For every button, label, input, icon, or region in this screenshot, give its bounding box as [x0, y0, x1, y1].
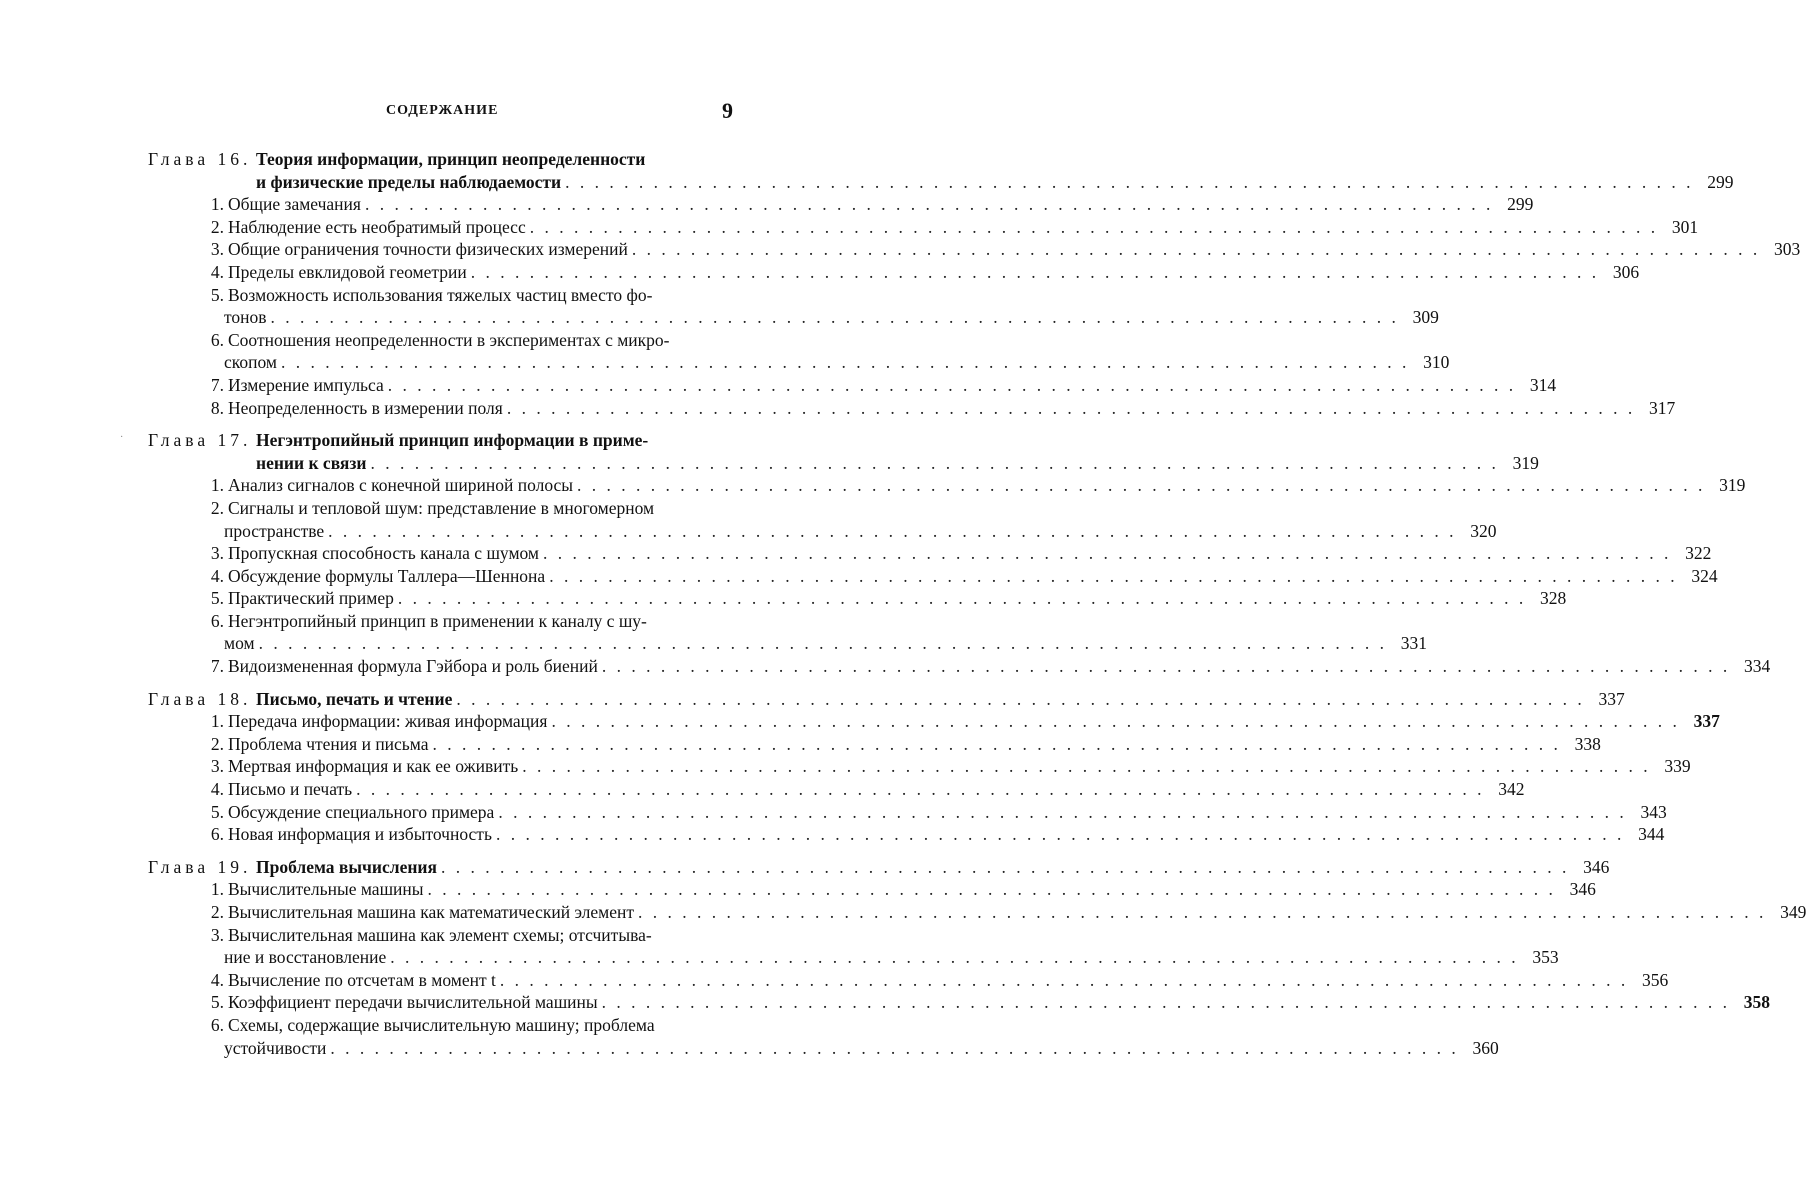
section-page: 306 — [1612, 261, 1640, 282]
section-number: 3. — [210, 543, 224, 564]
section-title: Коэффициент передачи вычислительной машины — [228, 992, 598, 1013]
leader-dots — [602, 991, 1730, 1014]
chapter-block — [148, 148, 1801, 419]
section-page: 331 — [1400, 633, 1427, 654]
section-number: 6. — [210, 610, 224, 631]
section-number: 1. — [210, 194, 224, 215]
leader-dots — [577, 474, 1705, 497]
section-page: 317 — [1648, 397, 1676, 418]
section-title: Соотношения неопределенности в экспериментах с микро- — [228, 329, 670, 350]
chapter-heading-line — [148, 148, 740, 171]
toc-entry-text — [200, 397, 503, 420]
leader-dots — [471, 261, 1599, 284]
toc-entry-line — [148, 216, 1699, 239]
section-number: 2. — [210, 902, 224, 922]
section-page: 334 — [1744, 656, 1771, 677]
section-title: Общие замечания — [228, 194, 361, 215]
section-title: Практический пример — [228, 588, 394, 609]
leader-dots — [551, 710, 1679, 733]
section-number: 6. — [210, 329, 224, 350]
section-title: Возможность использования тяжелых частиц вместо фо- — [228, 284, 653, 305]
section-page: 338 — [1574, 733, 1601, 754]
chapter-heading-line — [148, 688, 1625, 711]
section-number: 4. — [210, 261, 224, 282]
section-title: Обсуждение специального примера — [228, 801, 495, 822]
chapter-heading-text — [148, 688, 452, 711]
leader-dots — [543, 542, 1671, 565]
chapter-title: и физические пределы наблюдаемости — [256, 171, 562, 192]
section-page: 309 — [1412, 307, 1439, 328]
toc-entry-line — [148, 520, 1497, 543]
toc-entry-line — [148, 1014, 740, 1037]
toc-entry-line — [148, 1037, 1499, 1060]
section-title: ние и восстановление — [224, 947, 387, 968]
toc-entry-text — [200, 542, 539, 565]
section-page: 339 — [1664, 756, 1691, 777]
section-title: Измерение импульса — [228, 374, 384, 395]
chapter-page: 319 — [1512, 452, 1539, 473]
section-title: Пределы евклидовой геометрии — [228, 261, 467, 282]
leader-dots — [456, 688, 1584, 711]
chapter-title: Теория информации, принцип неопределенности — [256, 149, 646, 169]
section-page: 303 — [1774, 239, 1801, 260]
toc-entry-line — [148, 778, 1525, 801]
section-number: 1. — [210, 711, 224, 732]
toc-entry-text — [224, 520, 324, 543]
toc-entry-line — [148, 878, 1596, 901]
leader-dots — [356, 778, 1484, 801]
section-title: Неопределенность в измерении поля — [228, 397, 503, 418]
section-number: 5. — [210, 284, 224, 305]
chapter-block — [148, 688, 1720, 846]
toc-entry-line — [148, 755, 1691, 778]
section-page: 346 — [1569, 879, 1596, 900]
toc-entry-line — [148, 632, 1427, 655]
leader-dots — [398, 587, 1526, 610]
section-page: 349 — [1780, 902, 1806, 922]
toc-entry-line — [148, 193, 1534, 216]
section-number: 4. — [210, 565, 224, 586]
section-title: Негэнтропийный принцип в применении к каналу с шу- — [228, 610, 647, 631]
leader-dots — [602, 655, 1730, 678]
section-number: 8. — [210, 397, 224, 418]
toc-entry-line — [148, 655, 1771, 678]
section-page: 310 — [1423, 352, 1450, 373]
toc-entry-text — [224, 632, 255, 655]
toc-entry-text — [200, 497, 654, 520]
leader-dots — [549, 565, 1677, 588]
scan-mark: · — [120, 432, 124, 443]
toc-entry-line — [148, 924, 740, 947]
section-page: 358 — [1743, 992, 1771, 1013]
toc-entry-line — [148, 542, 1712, 565]
section-number: 6. — [210, 1014, 224, 1035]
toc-entry-text — [200, 474, 573, 497]
toc-entry-line — [148, 565, 1718, 588]
toc-entry-text — [200, 238, 628, 261]
section-page: 319 — [1719, 475, 1746, 496]
section-title: Обсуждение формулы Таллера—Шеннона — [228, 565, 546, 586]
leader-dots — [441, 856, 1569, 879]
toc-entry-line — [148, 610, 740, 633]
chapter-heading-line — [148, 856, 1610, 879]
chapter-title: Проблема вычисления — [256, 856, 437, 877]
section-number: 6. — [210, 824, 224, 845]
section-number: 5. — [210, 588, 224, 609]
section-page: 324 — [1691, 565, 1718, 586]
toc-entry-text — [224, 946, 386, 969]
section-page: 320 — [1470, 520, 1497, 541]
section-number: 5. — [210, 992, 224, 1013]
section-title: тонов — [224, 307, 267, 328]
section-title: Передача информации: живая информация — [228, 711, 548, 732]
section-title: скопом — [224, 352, 277, 373]
section-title: Проблема чтения и письма — [228, 733, 429, 754]
toc-entry-line — [148, 329, 740, 352]
chapter-block — [148, 429, 1771, 678]
leader-dots — [498, 801, 1626, 824]
leader-dots — [281, 351, 1409, 374]
toc-entry-line — [148, 587, 1567, 610]
section-title: Пропускная способность канала с шумом — [228, 543, 540, 564]
leader-dots — [328, 520, 1456, 543]
section-page: 344 — [1638, 824, 1665, 845]
chapter-heading-text — [148, 429, 648, 452]
toc-entry-line — [148, 901, 1806, 924]
section-title: Наблюдение есть необратимый процесс — [228, 216, 526, 237]
leader-dots — [259, 632, 1387, 655]
chapter-label: Глава 19. — [148, 856, 252, 877]
toc-entry-line — [148, 969, 1669, 992]
leader-dots — [388, 374, 1516, 397]
leader-dots — [428, 878, 1556, 901]
chapter-heading-text — [148, 148, 645, 171]
page-number: 9 — [722, 98, 733, 123]
toc-entry-text — [200, 801, 494, 824]
toc-entry-text — [200, 610, 647, 633]
running-head: СОДЕРЖАНИЕ — [386, 103, 499, 118]
toc-entry-line — [148, 284, 740, 307]
section-page: 342 — [1498, 779, 1525, 800]
toc-entry-text — [200, 329, 669, 352]
section-title: Письмо и печать — [228, 779, 353, 800]
section-number: 1. — [210, 879, 224, 900]
toc-entry-text — [224, 351, 277, 374]
chapter-label: Глава 16. — [148, 149, 252, 169]
section-page: 314 — [1529, 374, 1557, 395]
section-page: 353 — [1532, 947, 1559, 968]
section-number: 1. — [210, 475, 224, 496]
toc-entry-line — [148, 497, 740, 520]
chapter-page: 346 — [1583, 856, 1610, 877]
toc-entry-text — [200, 901, 634, 924]
section-page: 360 — [1472, 1037, 1499, 1058]
chapter-heading-text — [256, 171, 561, 194]
section-title: Вычислительная машина как элемент схемы; отсчитыва- — [228, 924, 652, 945]
section-number: 2. — [210, 733, 224, 754]
section-number: 2. — [210, 497, 224, 518]
section-number: 3. — [210, 239, 224, 260]
toc-entry-text — [200, 878, 424, 901]
section-number: 5. — [210, 801, 224, 822]
section-title: Вычисление по отсчетам в момент t — [228, 969, 496, 990]
section-title: устойчивости — [224, 1037, 327, 1058]
section-title: Вычислительные машины — [228, 879, 424, 900]
section-title: Видоизмененная формула Гэйбора и роль биений — [228, 656, 598, 677]
leader-dots — [271, 306, 1399, 329]
toc-entry-text — [200, 655, 598, 678]
leader-dots — [433, 733, 1561, 756]
toc-entry-text — [200, 991, 598, 1014]
chapter-page: 299 — [1707, 171, 1734, 192]
toc-entry-text — [224, 1037, 326, 1060]
section-page: 356 — [1642, 969, 1669, 990]
section-page: 343 — [1640, 801, 1667, 822]
toc-entry-text — [200, 755, 518, 778]
leader-dots — [530, 216, 1658, 239]
toc-entry-line — [148, 306, 1439, 329]
toc-entry-line — [148, 261, 1640, 284]
toc-entry-line — [148, 801, 1667, 824]
section-title: Схемы, содержащие вычислительную машину; проблема — [228, 1014, 655, 1035]
section-number: 3. — [210, 756, 224, 777]
toc-entry-text — [200, 969, 496, 992]
chapter-title: нении к связи — [256, 452, 367, 473]
section-title: Вычислительная машина как математический элемент — [228, 902, 634, 922]
leader-dots — [390, 946, 1518, 969]
toc-entry-line — [148, 397, 1676, 420]
section-title: Общие ограничения точности физических измерений — [228, 239, 628, 260]
section-title: Новая информация и избыточность — [228, 824, 492, 845]
chapter-label: Глава 18. — [148, 688, 252, 709]
chapter-heading-text — [148, 856, 437, 879]
section-number: 4. — [210, 969, 224, 990]
chapter-block — [148, 856, 1806, 1059]
section-page: 301 — [1671, 216, 1699, 237]
toc-entry-text — [200, 374, 384, 397]
leader-dots — [632, 238, 1760, 261]
toc-entry-text — [200, 284, 652, 307]
leader-dots — [500, 969, 1628, 992]
toc-entry-text — [200, 261, 467, 284]
toc-entry-line — [148, 238, 1801, 261]
section-page: 299 — [1507, 194, 1534, 215]
toc-entry-line — [148, 474, 1746, 497]
section-number: 7. — [210, 656, 224, 677]
section-number: 2. — [210, 216, 224, 237]
chapter-heading-line — [148, 171, 1734, 194]
toc-entry-line — [148, 351, 1450, 374]
toc-entry-line — [148, 991, 1771, 1014]
toc-entry-line — [148, 823, 1665, 846]
toc-entry-line — [148, 374, 1557, 397]
toc-entry-text — [224, 306, 267, 329]
toc-entry-text — [200, 193, 361, 216]
toc-entry-text — [200, 823, 492, 846]
toc-entry-text — [200, 924, 652, 947]
section-number: 4. — [210, 779, 224, 800]
chapter-title: Негэнтропийный принцип информации в приме- — [256, 430, 649, 451]
section-title: Сигналы и тепловой шум: представление в многомерном — [228, 497, 655, 518]
chapter-heading-text — [256, 452, 367, 475]
leader-dots — [565, 171, 1693, 194]
section-page: 337 — [1693, 711, 1720, 732]
section-title: мом — [224, 633, 255, 654]
toc-entry-text — [200, 710, 547, 733]
section-number: 7. — [210, 374, 224, 395]
toc-entry-line — [148, 946, 1559, 969]
leader-dots — [522, 755, 1650, 778]
chapter-heading-line — [148, 452, 1539, 475]
leader-dots — [365, 193, 1493, 216]
toc-entry-line — [148, 733, 1601, 756]
leader-dots — [330, 1037, 1458, 1060]
toc-entry-text — [200, 587, 394, 610]
chapter-label: Глава 17. — [148, 430, 252, 451]
section-title: пространстве — [224, 520, 325, 541]
chapter-page: 337 — [1598, 688, 1625, 709]
toc-entry-text — [200, 733, 429, 756]
leader-dots — [371, 452, 1499, 475]
toc-entry-text — [200, 565, 545, 588]
toc-entry-text — [200, 778, 352, 801]
section-number: 3. — [210, 924, 224, 945]
leader-dots — [638, 901, 1766, 924]
chapter-title: Письмо, печать и чтение — [256, 688, 453, 709]
leader-dots — [496, 823, 1624, 846]
section-page: 322 — [1685, 543, 1712, 564]
leader-dots — [507, 397, 1635, 420]
chapter-heading-line — [148, 429, 740, 452]
section-title: Мертвая информация и как ее оживить — [228, 756, 519, 777]
toc-entry-text — [200, 1014, 655, 1037]
toc-entry-text — [200, 216, 526, 239]
section-title: Анализ сигналов с конечной шириной полосы — [228, 475, 574, 496]
toc-entry-line — [148, 710, 1720, 733]
table-of-contents — [148, 148, 1806, 1069]
section-page: 328 — [1540, 588, 1567, 609]
